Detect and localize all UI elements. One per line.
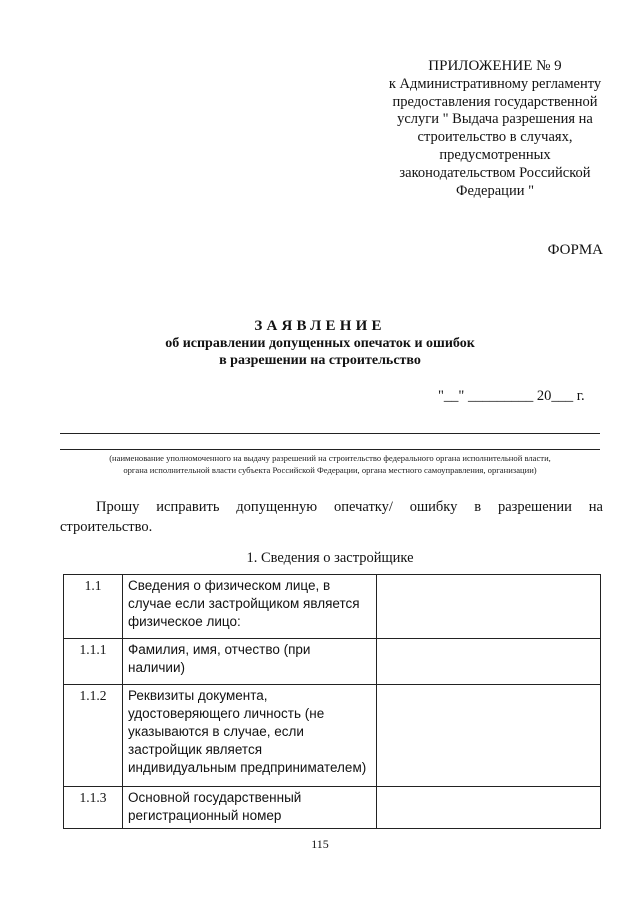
appendix-line: к Административному регламенту xyxy=(388,75,602,92)
appendix-line: законодательством Российской xyxy=(399,164,591,181)
request-text: Прошу исправить допущенную опечатку/ ошибку в разрешении на строительство. xyxy=(60,499,603,535)
form-label: ФОРМА xyxy=(547,242,603,258)
row-description: Фамилия, имя, отчество (при наличии) xyxy=(123,639,377,685)
authority-name-line-2[interactable] xyxy=(60,449,600,450)
request-paragraph xyxy=(60,497,603,537)
appendix-heading: ПРИЛОЖЕНИЕ № 9 xyxy=(428,58,562,74)
table-row xyxy=(64,685,601,787)
caption-line-2: органа исполнительной власти субъекта Российской Федерации, органа местного самоуправления, организации) xyxy=(123,465,537,475)
appendix-line: услуги " Выдача разрешения на xyxy=(397,111,593,128)
appendix-line: строительство в случаях, xyxy=(417,129,573,146)
table-row xyxy=(64,639,601,685)
row-description: Сведения о физическом лице, в случае если застройщиком является физическое лицо: xyxy=(123,575,377,639)
row-value-field[interactable] xyxy=(377,685,601,787)
page-number: 115 xyxy=(311,837,329,851)
date-field[interactable]: "__" _________ 20___ г. xyxy=(438,388,585,404)
appendix-line: предусмотренных xyxy=(439,146,551,163)
row-number: 1.1.2 xyxy=(64,685,123,787)
row-description: Реквизиты документа, удостоверяющего личность (не указываются в случае, если застройщик является индивидуальным предпринимателем) xyxy=(123,685,377,787)
table-row xyxy=(64,787,601,829)
title-subtitle-2: в разрешении на строительство xyxy=(219,353,421,368)
title-main: ЗАЯВЛЕНИЕ xyxy=(254,318,386,334)
row-number: 1.1 xyxy=(64,575,123,639)
table-row xyxy=(64,575,601,639)
developer-info-table xyxy=(63,574,601,829)
row-value-field[interactable] xyxy=(377,787,601,829)
appendix-line: предоставления государственной xyxy=(392,93,598,110)
authority-caption xyxy=(60,452,600,476)
appendix-header xyxy=(370,58,620,200)
row-description: Основной государственный регистрационный номер xyxy=(123,787,377,829)
caption-line-1: (наименование уполномоченного на выдачу разрешений на строительство федерального органа исполнительной власти, xyxy=(109,453,551,463)
document-title xyxy=(110,318,530,369)
section-title: 1. Сведения о застройщике xyxy=(246,550,414,566)
authority-name-line[interactable] xyxy=(60,433,600,434)
row-number: 1.1.1 xyxy=(64,639,123,685)
title-subtitle-1: об исправлении допущенных опечаток и ошибок xyxy=(165,336,475,351)
row-number: 1.1.3 xyxy=(64,787,123,829)
row-value-field[interactable] xyxy=(377,639,601,685)
appendix-line: Федерации " xyxy=(455,182,535,199)
row-value-field[interactable] xyxy=(377,575,601,639)
